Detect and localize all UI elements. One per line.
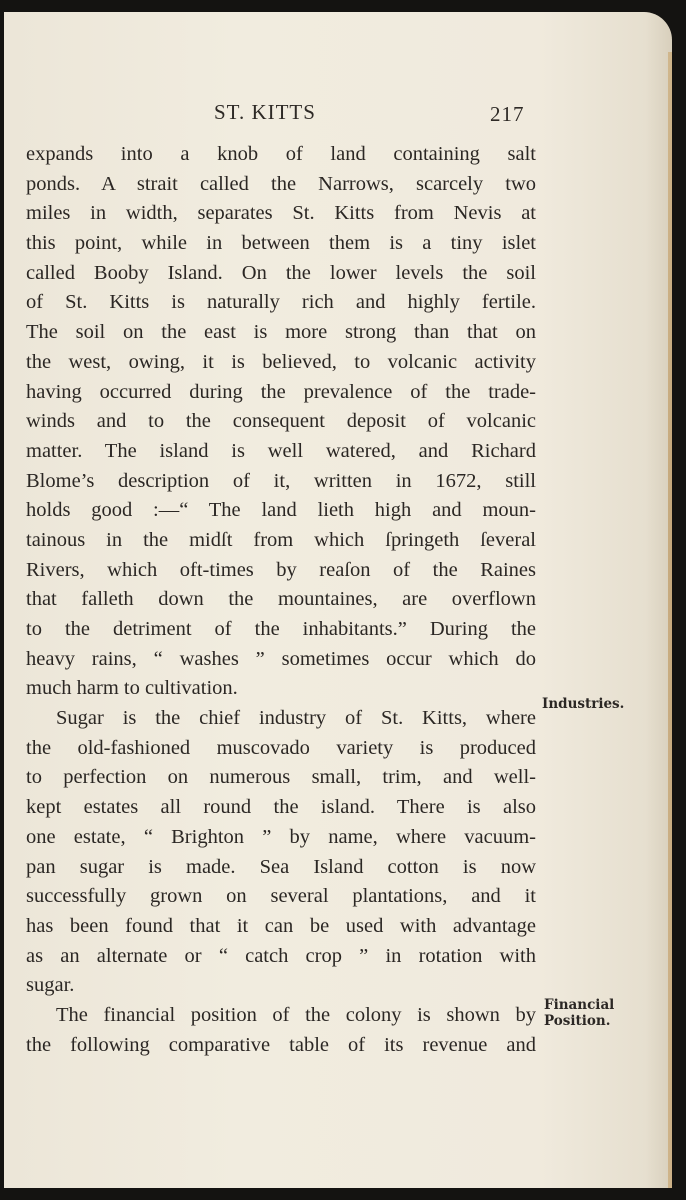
text-line: as an alternate or “ catch crop ” in rotation with: [26, 944, 536, 967]
text-line: Blome’s description of it, written in 1672, still: [26, 469, 536, 492]
text-line: this point, while in between them is a tiny islet: [26, 232, 536, 255]
text-line: The soil on the east is more strong than that on: [26, 321, 536, 344]
running-title: ST. KITTS: [214, 100, 316, 124]
margin-note-text: Industries.: [542, 696, 625, 712]
text-line: sugar.: [26, 974, 75, 997]
text-line: of St. Kitts is naturally rich and highly fertile.: [26, 291, 536, 314]
paragraph-3: [26, 1001, 536, 1060]
text-line: miles in width, separates St. Kitts from Nevis at: [26, 202, 536, 225]
text-line: Rivers, which oft-times by reaſon of the Raines: [26, 558, 536, 581]
paragraph-1: [26, 140, 536, 704]
text-line: kept estates all round the island. There is also: [26, 796, 536, 819]
paragraph-2: [26, 704, 536, 1001]
margin-note-text: Position.: [544, 1013, 611, 1029]
text-line: that falleth down the mountaines, are overflown: [26, 588, 536, 611]
running-header: [4, 100, 672, 130]
text-line: tainous in the midſt from which ſpringeth ſeveral: [26, 528, 536, 551]
text-line: to the detriment of the inhabitants.” During the: [26, 618, 536, 640]
page-edge: [668, 52, 672, 1188]
text-line: holds good :—“ The land lieth high and moun-: [26, 499, 536, 522]
text-line: the following comparative table of its revenue and: [26, 1033, 536, 1056]
text-line: winds and to the consequent deposit of volcanic: [26, 410, 536, 433]
text-line: the old-fashioned muscovado variety is produced: [26, 736, 536, 759]
margin-note-financial-position: [544, 997, 614, 1029]
text-line: to perfection on numerous small, trim, and well-: [26, 766, 536, 789]
text-line: having occurred during the prevalence of the trade-: [26, 380, 536, 403]
text-line: Sugar is the chief industry of St. Kitts, where: [56, 707, 536, 730]
text-line: expands into a knob of land containing salt: [26, 143, 536, 165]
page-number: 217: [490, 102, 525, 126]
text-line: The financial position of the colony is shown by: [56, 1003, 536, 1026]
text-line: one estate, “ Brighton ” by name, where vacuum-: [26, 825, 536, 848]
text-line: matter. The island is well watered, and Richard: [26, 439, 536, 462]
text-line: ponds. A strait called the Narrows, scarcely two: [26, 172, 536, 195]
margin-note-industries: [542, 696, 624, 712]
text-line: much harm to cultivation.: [26, 677, 238, 700]
text-line: called Booby Island. On the lower levels the soil: [26, 261, 536, 284]
text-line: pan sugar is made. Sea Island cotton is now: [26, 855, 536, 878]
book-page: [4, 12, 672, 1188]
margin-note-text: Financial: [544, 997, 615, 1013]
text-line: the west, owing, it is believed, to volcanic activity: [26, 350, 536, 373]
text-line: heavy rains, “ washes ” sometimes occur which do: [26, 647, 536, 670]
body-text: [26, 140, 536, 1060]
text-line: has been found that it can be used with advantage: [26, 914, 536, 937]
text-line: successfully grown on several plantations, and it: [26, 885, 536, 908]
